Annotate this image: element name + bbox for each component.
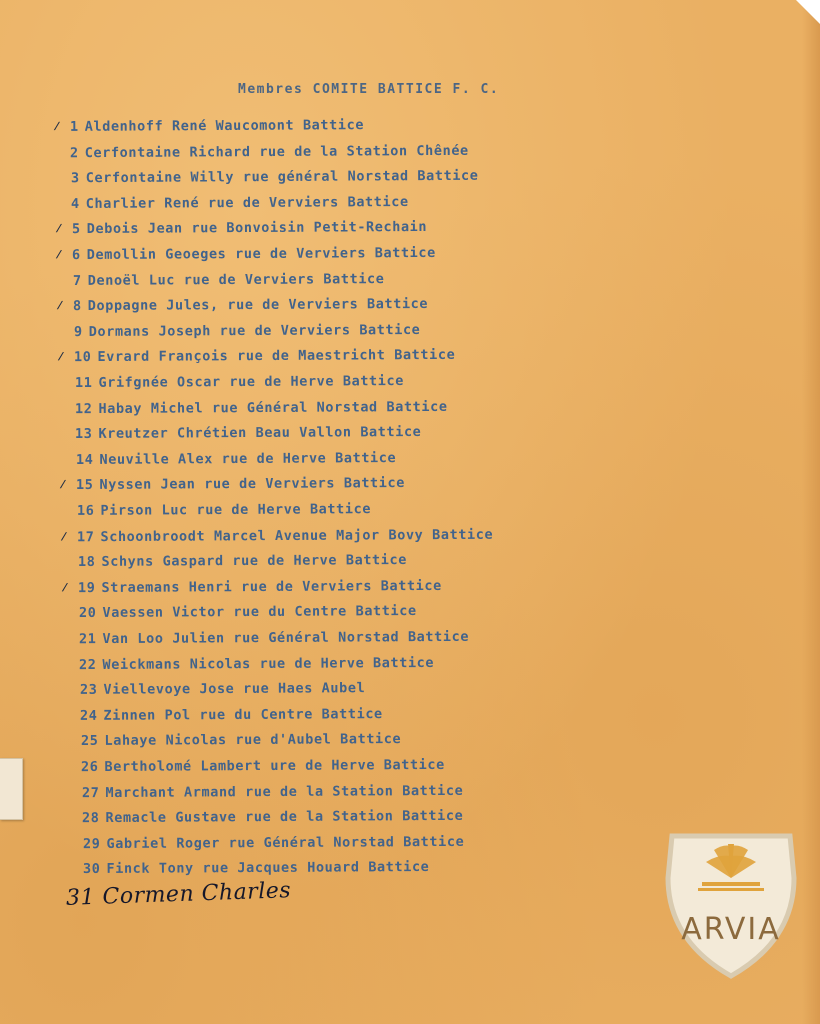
member-row [82, 782, 463, 800]
member-number: 15 [76, 477, 94, 494]
member-row [74, 322, 420, 340]
watermark-text: ARVIA [681, 912, 781, 947]
member-entry-text: Viellevoye Jose rue Haes Aubel [103, 680, 366, 698]
member-row [81, 757, 445, 775]
member-entry-text: Schoonbroodt Marcel Avenue Major Bovy Battice [100, 526, 494, 545]
member-row [80, 680, 365, 698]
member-row [60, 347, 456, 366]
member-row [81, 731, 401, 749]
member-row [79, 655, 434, 673]
member-row [79, 603, 417, 621]
member-row [79, 629, 469, 647]
member-entry-text: Straemans Henri rue de Verviers Battice [101, 577, 442, 596]
member-row [55, 117, 365, 135]
member-number: 14 [75, 451, 94, 468]
tick-mark-icon: ⁄ [59, 299, 62, 313]
member-row [71, 194, 409, 212]
member-entry-text: Cerfontaine Richard rue de la Station Chênée [85, 142, 470, 161]
member-row [70, 142, 469, 160]
member-row [58, 244, 437, 264]
member-entry-text: Remacle Gustave rue de la Station Battice [105, 808, 464, 827]
tick-mark-icon: ⁄ [62, 478, 65, 492]
member-entry-text: Finck Tony rue Jacques Houard Battice [106, 859, 430, 878]
member-number: 9 [73, 323, 83, 340]
member-entry-text: Nyssen Jean rue de Verviers Battice [99, 475, 406, 494]
tick-mark-icon: ⁄ [63, 529, 66, 543]
member-row [64, 577, 442, 596]
member-row [76, 450, 396, 468]
member-number: 30 [83, 861, 101, 878]
member-entry-text: Evrard François rue de Maestricht Battice [97, 347, 456, 366]
member-entry-text: Weickmans Nicolas rue de Herve Battice [102, 654, 435, 673]
member-number: 4 [71, 195, 81, 212]
member-row [83, 834, 464, 852]
member-entry-text: Habay Michel rue Général Norstad Battice [98, 398, 448, 417]
member-number: 23 [79, 681, 98, 699]
member-entry-text: Debois Jean rue Bonvoisin Petit-Rechain [86, 219, 427, 238]
member-entry-text: Cerfontaine Willy rue général Norstad Battice [85, 167, 479, 187]
member-row [78, 552, 407, 570]
member-entry-text: Demollin Geoeges rue de Verviers Battice [86, 244, 437, 264]
member-number: 25 [80, 733, 99, 750]
handwritten-entry: 31 Cormen Charles [65, 878, 292, 911]
member-row [57, 219, 427, 238]
member-number: 16 [76, 502, 95, 519]
member-number: 19 [78, 579, 96, 596]
member-row [74, 373, 403, 391]
member-number: 12 [74, 400, 93, 417]
member-entry-text: Marchant Armand rue de la Station Battice [105, 782, 464, 801]
member-row [59, 296, 429, 315]
member-entry-text: Vaessen Victor rue du Centre Battice [101, 603, 417, 622]
tick-mark-icon: ⁄ [57, 222, 61, 236]
member-number: 27 [81, 784, 100, 801]
member-number: 6 [72, 247, 82, 264]
member-entry-text: Lahaye Nicolas rue d'Aubel Battice [104, 731, 402, 750]
member-entry-text: Kreutzer Chrétien Beau Vallon Battice [98, 424, 422, 443]
shield-icon [662, 830, 800, 980]
member-number: 29 [82, 835, 101, 852]
member-row [80, 706, 383, 724]
member-row [62, 475, 406, 494]
member-number: 24 [80, 707, 98, 724]
member-entry-text: Neuville Alex rue de Herve Battice [99, 449, 397, 468]
member-number: 3 [70, 170, 80, 187]
member-number: 21 [78, 631, 97, 648]
arvia-watermark-logo [662, 830, 800, 980]
member-entry-text: Bertholomé Lambert ure de Herve Battice [104, 756, 446, 775]
member-number: 26 [81, 759, 99, 776]
member-entry-text: Van Loo Julien rue Général Norstad Battice [102, 628, 470, 648]
member-row [73, 271, 385, 289]
document-heading: Membres COMITE BATTICE F. C. [238, 82, 500, 97]
member-number: 22 [79, 656, 97, 673]
tick-mark-icon: ⁄ [60, 350, 63, 364]
member-row [63, 526, 494, 545]
member-entry-text: Schyns Gaspard rue de Herve Battice [101, 552, 407, 571]
member-number: 17 [77, 528, 95, 545]
member-number: 2 [70, 144, 80, 161]
member-row [77, 501, 371, 519]
member-entry-text: Doppagne Jules, rue de Verviers Battice [87, 296, 429, 315]
member-row [82, 808, 463, 826]
member-entry-text: Denoël Luc rue de Verviers Battice [87, 270, 385, 289]
tick-mark-icon: ⁄ [58, 248, 61, 262]
member-number: 28 [82, 810, 100, 827]
member-number: 13 [75, 426, 93, 443]
member-number: 20 [78, 605, 97, 622]
member-number: 10 [74, 349, 92, 366]
member-number: 18 [77, 554, 96, 571]
member-row [83, 859, 429, 877]
member-entry-text: Dormans Joseph rue de Verviers Battice [88, 321, 421, 340]
tick-mark-icon: ⁄ [55, 119, 59, 133]
member-entry-text: Pirson Luc rue de Herve Battice [100, 501, 371, 519]
member-number: 11 [74, 374, 93, 392]
tick-mark-icon: ⁄ [64, 580, 67, 594]
member-number: 8 [73, 298, 82, 315]
member-entry-text: Gabriel Roger rue Général Norstad Battice [106, 833, 464, 852]
member-row [75, 424, 421, 442]
member-number: 1 [69, 118, 79, 135]
member-number: 7 [72, 272, 82, 289]
member-entry-text: Zinnen Pol rue du Centre Battice [103, 705, 384, 724]
member-row [75, 398, 448, 416]
member-entry-text: Charlier René rue de Verviers Battice [86, 193, 410, 212]
member-entry-text: Grifgnée Oscar rue de Herve Battice [97, 372, 404, 391]
member-row [71, 168, 479, 186]
member-number: 5 [71, 221, 81, 238]
member-entry-text: Aldenhoff René Waucomont Battice [84, 117, 365, 135]
